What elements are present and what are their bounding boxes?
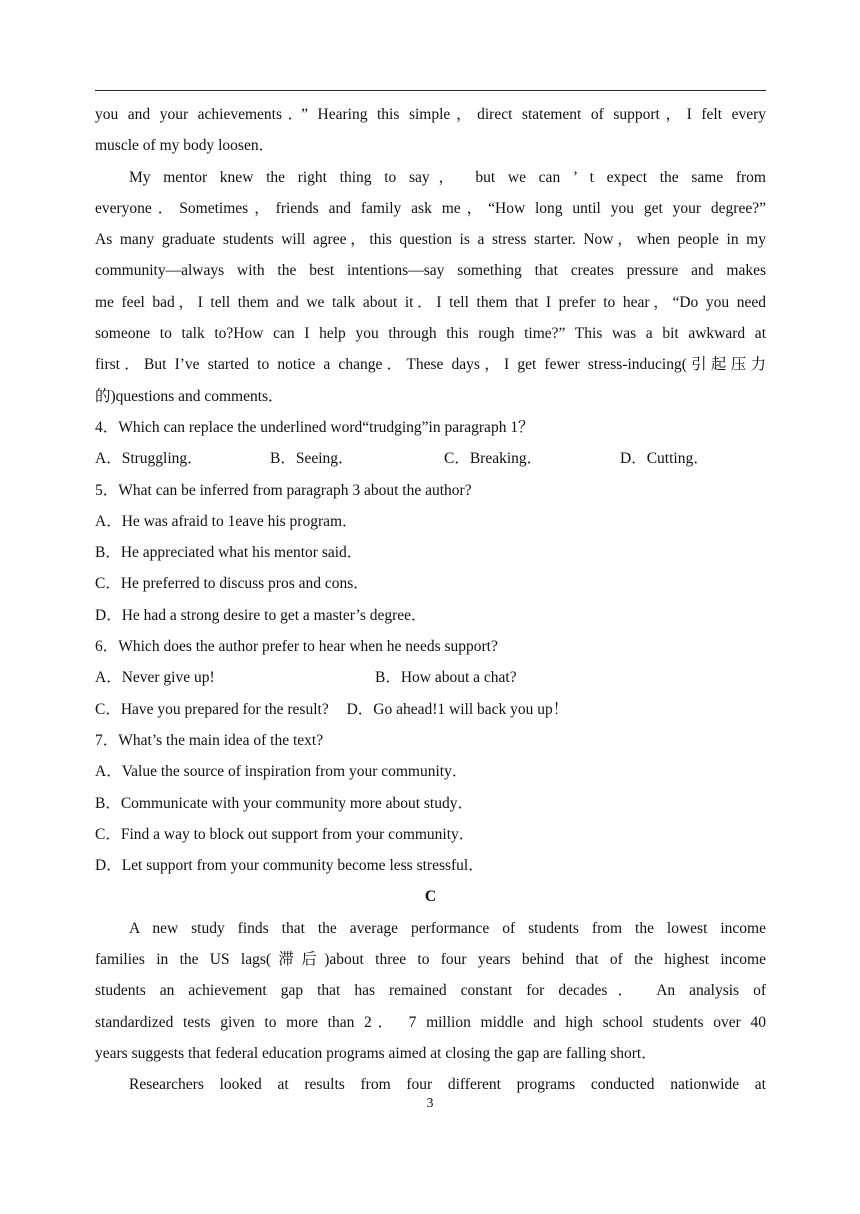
question-options	[95, 694, 766, 725]
option-d: D．Go ahead!1 will back you up！	[346, 700, 569, 718]
paragraph-line: As many graduate students will agree，this question is a stress starter. Now，when people in my	[95, 231, 766, 249]
paragraph-line: me feel bad，I tell them and we talk about it．I tell them that I prefer to hear，“Do you need	[95, 293, 766, 311]
option-d: D．Let support from your community become less stressful．	[95, 857, 484, 875]
question-stem: 5．What can be inferred from paragraph 3 about the author?	[95, 481, 472, 499]
paragraph-line: students an achievement gap that has remained constant for decades． An analysis of	[95, 982, 766, 1000]
option-a: A．Value the source of inspiration from your community．	[95, 763, 468, 781]
paragraph-line: A new study finds that the average performance of students from the lowest income	[129, 919, 766, 937]
paragraph-line: community—always with the best intentions—say something that creates pressure and makes	[95, 262, 766, 280]
question-stem: 7．What’s the main idea of the text?	[95, 731, 324, 749]
option-c: C．Have you prepared for the result?	[95, 700, 329, 718]
paragraph-line: years suggests that federal education programs aimed at closing the gap are falling short．	[95, 1044, 657, 1062]
option-a: A．He was afraid to 1eave his program．	[95, 512, 358, 530]
option-a: A．Struggling．	[95, 450, 203, 468]
option-c: C．He preferred to discuss pros and cons．	[95, 575, 369, 593]
paragraph-line: someone to talk to?How can I help you through this rough time?” This was a bit awkward at	[95, 325, 766, 343]
paragraph-line: everyone．Sometimes，friends and family ask me，“How long until you get your degree?”	[95, 199, 766, 217]
question-options	[95, 443, 766, 474]
option-b: B．How about a chat?	[375, 669, 517, 687]
paragraph-line: standardized tests given to more than 2． 7 million middle and high school students over 40	[95, 1013, 766, 1031]
page-content	[95, 99, 766, 1101]
question-options	[95, 662, 766, 693]
paragraph-line: muscle of my body loosen．	[95, 137, 275, 155]
header-rule	[95, 90, 766, 91]
option-b: B．Communicate with your community more about study．	[95, 794, 473, 812]
paragraph-line: families in the US lags(滞后)about three to four years behind that of the highest income	[95, 951, 766, 969]
option-d: D．He had a strong desire to get a master’s degree．	[95, 606, 427, 624]
section-heading: C	[424, 888, 437, 906]
option-a: A．Never give up!	[95, 669, 215, 687]
option-b: B．He appreciated what his mentor said．	[95, 544, 363, 562]
option-c: C．Find a way to block out support from your community．	[95, 825, 475, 843]
question-stem: 4．Which can replace the underlined word“trudging”in paragraph 1？	[95, 418, 534, 436]
option-b: B．Seeing．	[270, 450, 354, 468]
paragraph-line: you and your achievements．” Hearing this simple，direct statement of support，I felt every	[95, 106, 766, 123]
paragraph-line: Researchers looked at results from four different programs conducted nationwide at	[129, 1076, 766, 1094]
question-stem: 6．Which does the author prefer to hear when he needs support?	[95, 638, 498, 656]
option-d: D．Cutting．	[620, 450, 709, 468]
page-number: 3	[426, 1096, 434, 1111]
paragraph-line: first．But I’ve started to notice a change．These days，I get fewer stress-inducing(引起压力	[95, 356, 766, 374]
paragraph-line: My mentor knew the right thing to say， but we can ’ t expect the same from	[129, 168, 766, 186]
option-c: C．Breaking．	[444, 450, 543, 468]
paragraph-line: 的)questions and comments．	[95, 387, 284, 405]
